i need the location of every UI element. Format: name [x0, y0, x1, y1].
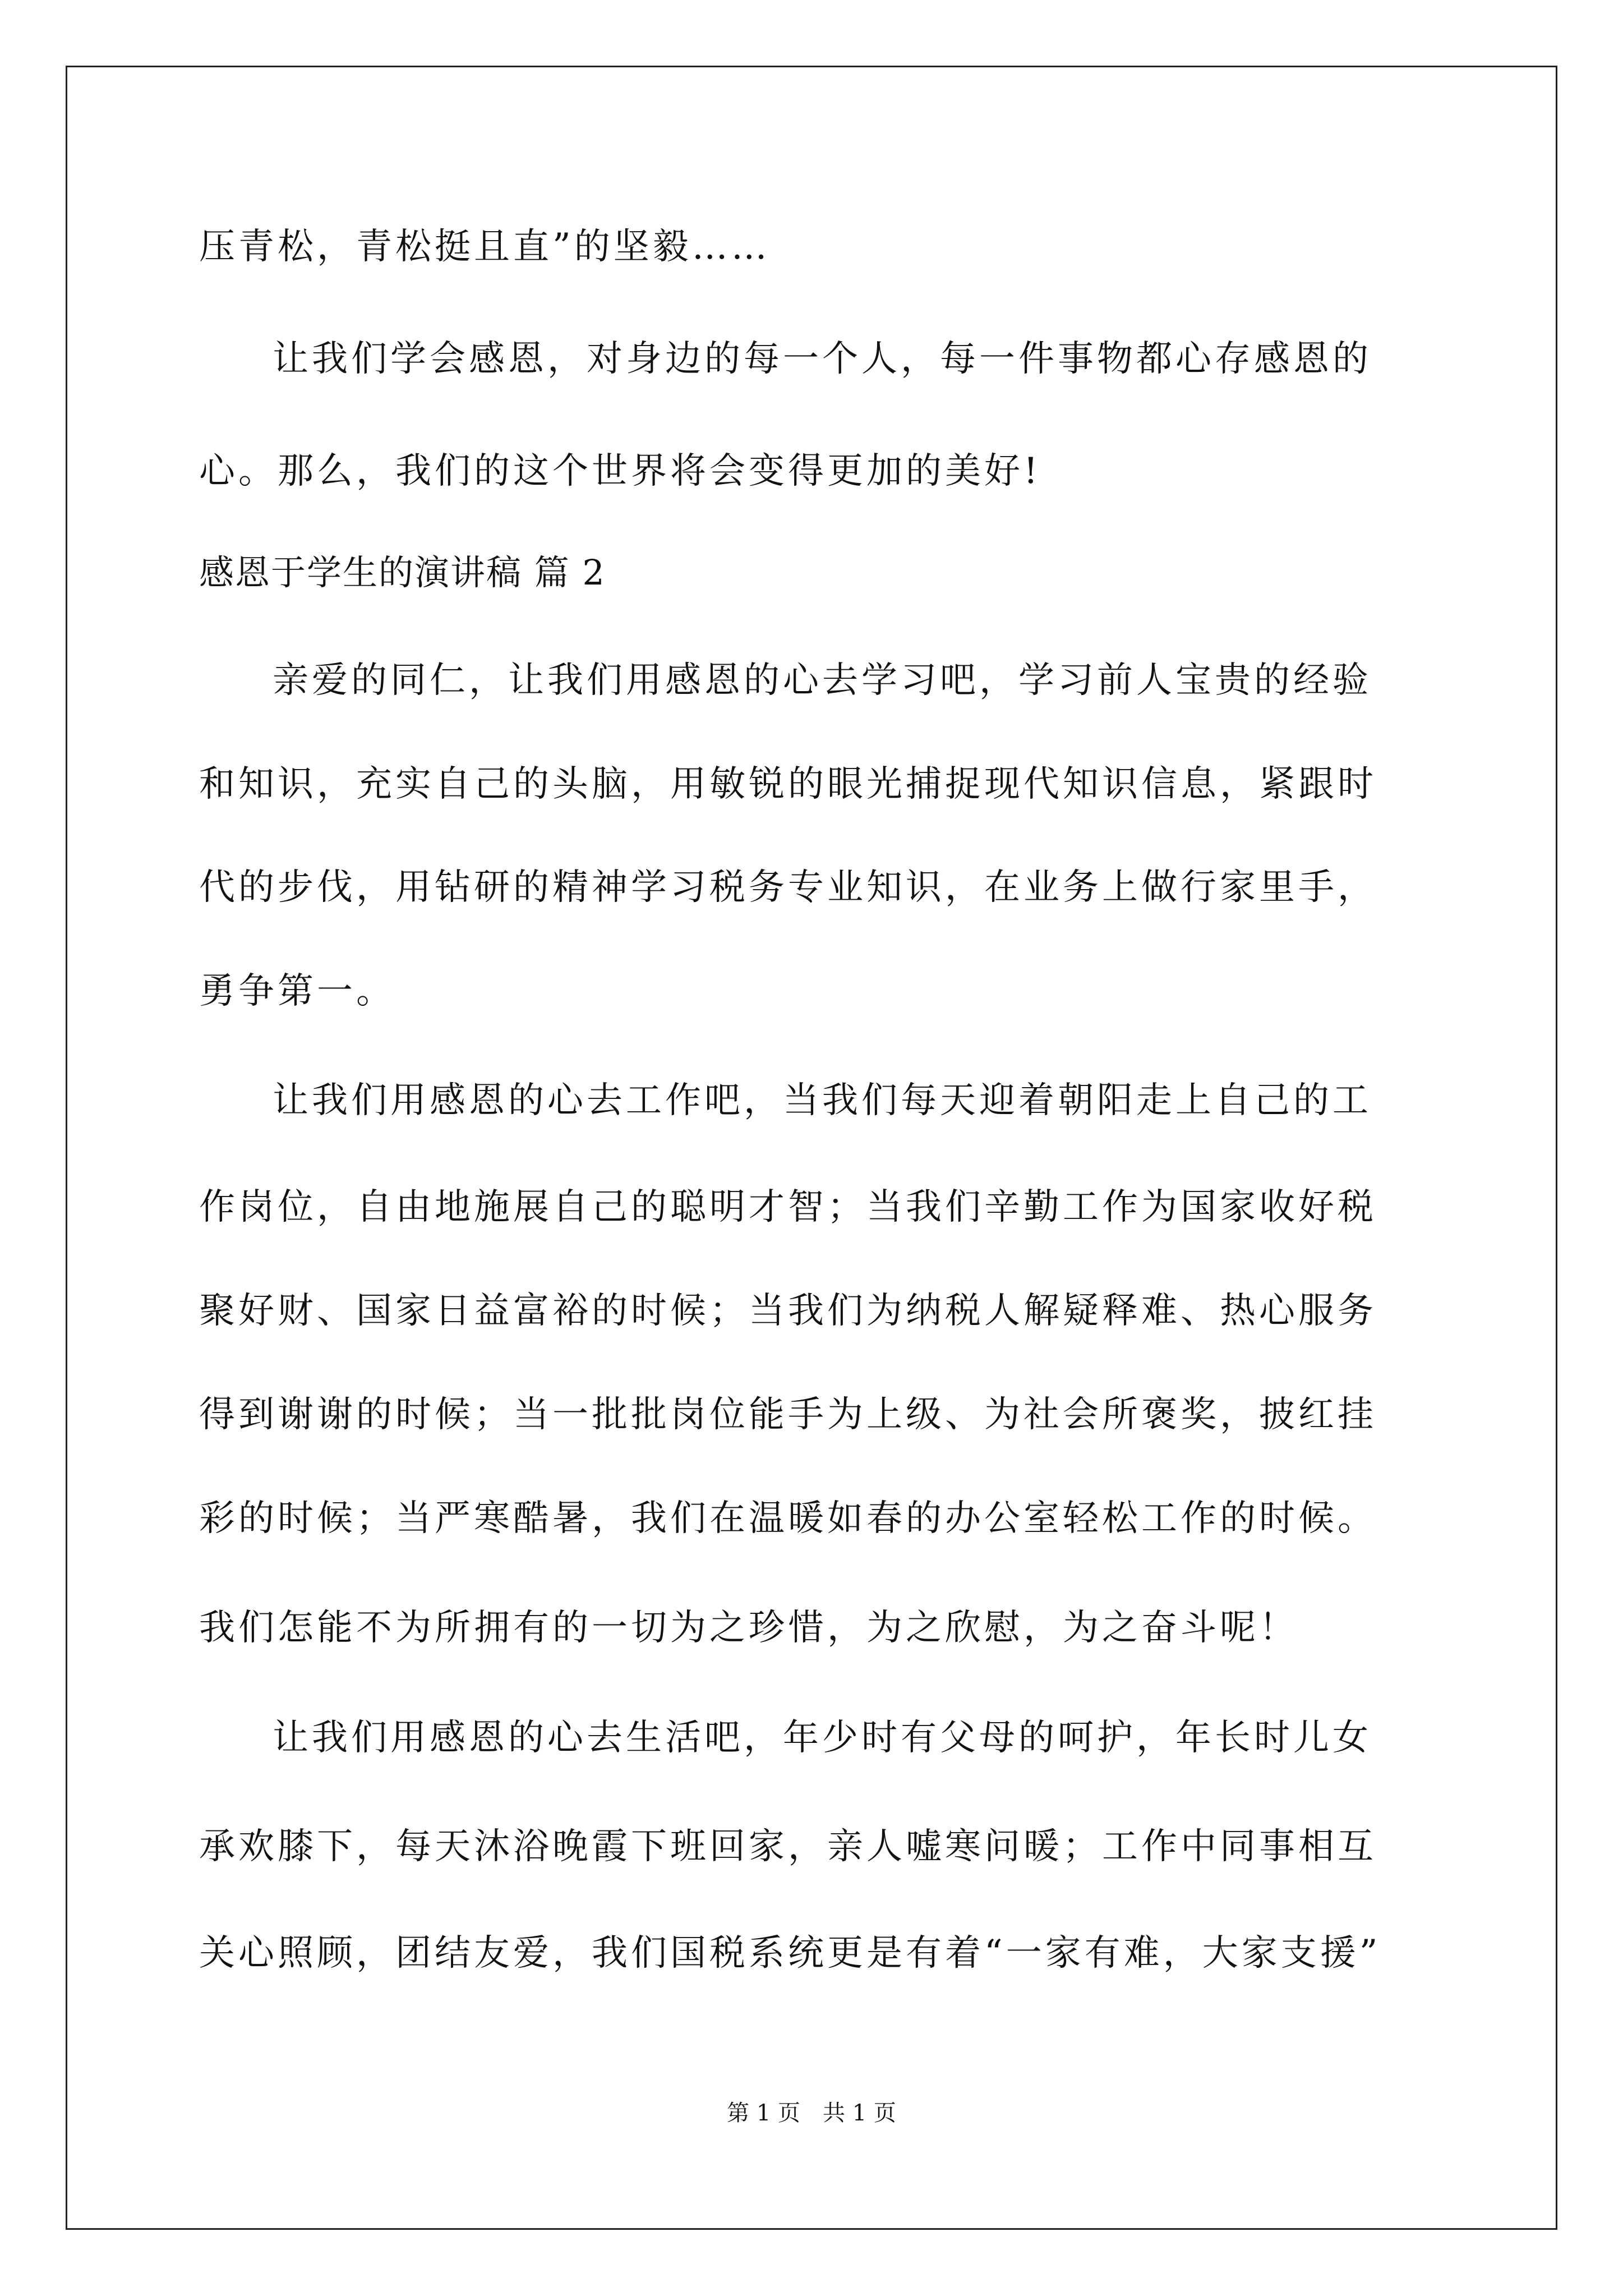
section-heading: 感恩于学生的演讲稿 篇 2	[199, 552, 606, 593]
text-line: 我们怎能不为所拥有的一切为之珍惜，为之欣慰，为之奋斗呢！	[199, 1607, 1298, 1649]
text-line: 让我们学会感恩，对身边的每一个人，每一件事物都心存感恩的	[273, 338, 1372, 380]
text-line: 压青松，青松挺且直”的坚毅……	[199, 226, 771, 268]
text-line: 作岗位，自由地施展自己的聪明才智；当我们辛勤工作为国家收好税	[199, 1186, 1377, 1228]
text-line: 关心照顾，团结友爱，我们国税系统更是有着“一家有难，大家支援”	[199, 1932, 1381, 1974]
text-line: 彩的时候；当严寒酷暑，我们在温暖如春的办公室轻松工作的时候。	[199, 1498, 1377, 1539]
text-line: 代的步伐，用钻研的精神学习税务专业知识，在业务上做行家里手，	[199, 867, 1377, 908]
text-line: 让我们用感恩的心去工作吧，当我们每天迎着朝阳走上自己的工	[273, 1080, 1372, 1121]
text-line: 勇争第一。	[199, 970, 395, 1012]
text-line: 得到谢谢的时候；当一批批岗位能手为上级、为社会所褒奖，披红挂	[199, 1394, 1377, 1435]
text-line: 让我们用感恩的心去生活吧，年少时有父母的呵护，年长时儿女	[273, 1717, 1372, 1759]
text-line: 承欢膝下，每天沐浴晚霞下班回家，亲人嘘寒问暖；工作中同事相互	[199, 1826, 1377, 1867]
page-number: 第 1 页 共 1 页	[727, 2100, 896, 2126]
page-border	[66, 66, 1557, 2230]
text-line: 聚好财、国家日益富裕的时候；当我们为纳税人解疑释难、热心服务	[199, 1290, 1377, 1332]
text-line: 和知识，充实自己的头脑，用敏锐的眼光捕捉现代知识信息，紧跟时	[199, 763, 1377, 805]
text-line: 亲爱的同仁，让我们用感恩的心去学习吧，学习前人宝贵的经验	[273, 660, 1372, 701]
text-line: 心。那么，我们的这个世界将会变得更加的美好!	[199, 450, 1041, 492]
